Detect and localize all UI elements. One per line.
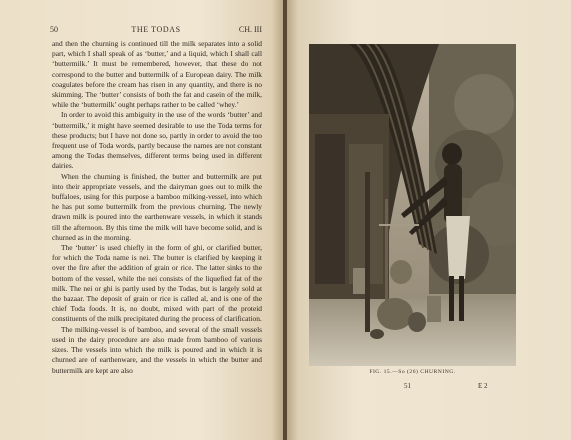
paragraph: and then the churning is continued till the milk separates into a solid part, which I shall speak of as ‘butter,’ and a liquid, which I shall call ‘buttermilk.’ It must be remembered, however, that these do not correspond to the butter and buttermilk of a European dairy. The milk coagulates before the cream has risen in any quantity, and there is no skimming. The ‘butter’ consists of both the fat and casein of the milk, while the ‘buttermilk’ ought perhaps rather to be called ‘whey.’: [52, 39, 262, 110]
chapter-reference: CH. III: [238, 25, 262, 34]
left-page-number: 50: [50, 25, 58, 34]
figure-caption: FIG. 15.—So (26) CHURNING.: [369, 369, 456, 375]
body-text: [52, 39, 262, 431]
paragraph: The ‘butter’ is used chiefly in the form of ghi, or clarified butter, for which the Toda name is nei. The butter is clarified by keeping it over the fire after the addition of grain or rice. The latter sinks to the bottom of the vessel, while the nei consists of the liquefied fat of the milk. The nei or ghi is partly used by the Todas, but is largely sold at the bazaar. The deposit of grain or rice is called al, and is one of the chief Toda foods. It is, no doubt, mixed with part of the proteid constituents of the milk precipitated during the process of clarification.: [52, 243, 262, 324]
right-page-number: 51: [404, 382, 411, 390]
paragraph: The milking-vessel is of bamboo, and several of the small vessels used in the dairy procedure are also made from bamboo of various sizes. The vessels into which the milk is poured and in which it is churned are of earthenware, and the vessels in which the butter and buttermilk are kept are also: [52, 324, 262, 375]
churning-photograph: [309, 44, 516, 366]
running-title: THE TODAS: [131, 25, 181, 34]
running-head: [50, 25, 262, 35]
signature-mark: E 2: [478, 382, 488, 390]
paragraph: When the churning is finished, the butter and buttermilk are put into their appropriate vessels, and the dairyman goes out to milk the buffaloes, using for this purpose a bamboo milking-vessel, into which he has put some buttermilk from the previous churning. The newly drawn milk is poured into the earthenware vessels, in which it stands till the afternoon. By this time the milk will have become solid, and is churned as in the morning.: [52, 171, 262, 242]
paragraph: In order to avoid this ambiguity in the use of the words ‘butter’ and ‘buttermilk,’ it might have seemed desirable to use the Toda terms for these products; but I have not done so, partly in order to avoid the too frequent use of Toda words, partly because the names are not constant among the Todas themselves, different terms being used in different dairies.: [52, 110, 262, 171]
